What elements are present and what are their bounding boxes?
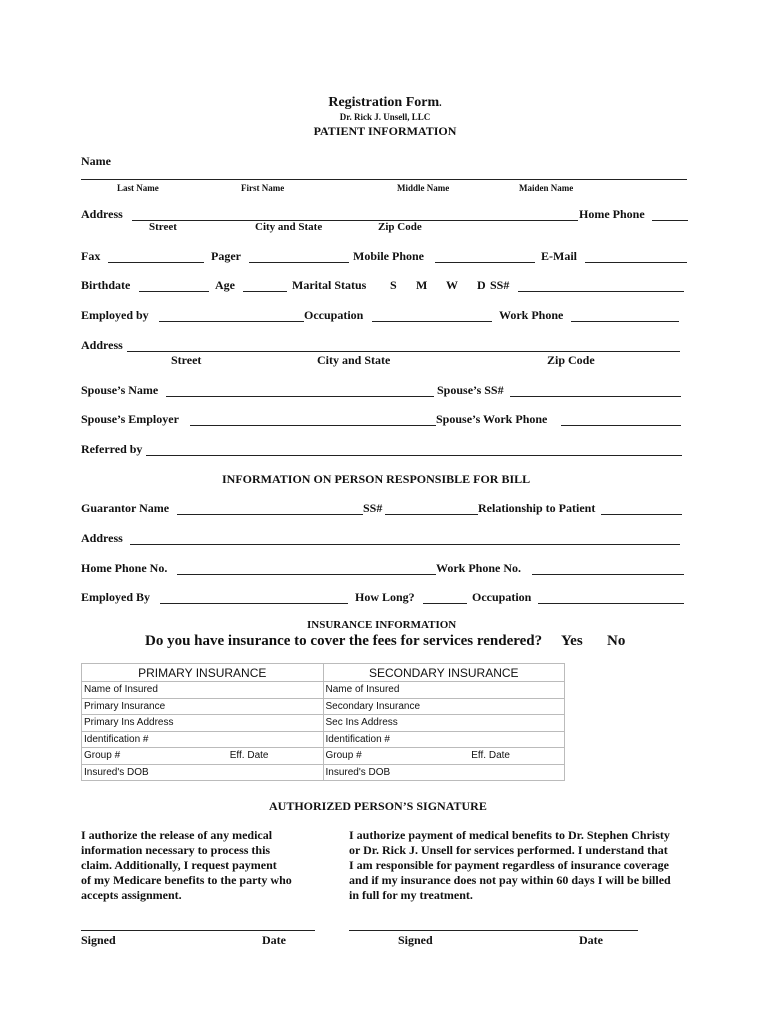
sec-ins-address-cell[interactable]: Sec Ins Address (323, 715, 565, 732)
employed-by-field[interactable] (159, 321, 304, 322)
guarantor-name-label: Guarantor Name (81, 501, 170, 515)
relationship-field[interactable] (601, 514, 682, 515)
table-row (82, 682, 565, 699)
occupation-label: Occupation (304, 308, 364, 322)
spouse-work-phone-label: Spouse’s Work Phone (436, 412, 548, 426)
secondary-group-cell[interactable] (323, 748, 565, 765)
city-state-2-label: City and State (317, 353, 391, 367)
guarantor-name-field[interactable] (177, 514, 363, 515)
spouse-name-field[interactable] (166, 396, 434, 397)
street-label: Street (149, 221, 177, 233)
occupation-field[interactable] (372, 321, 492, 322)
mobile-phone-label: Mobile Phone (353, 249, 424, 263)
fax-label: Fax (81, 249, 101, 263)
street-2-label: Street (171, 353, 202, 367)
name-field[interactable] (81, 179, 687, 180)
table-row (82, 715, 565, 732)
relationship-label: Relationship to Patient (478, 501, 596, 515)
responsible-heading: INFORMATION ON PERSON RESPONSIBLE FOR BILL (222, 472, 531, 486)
secondary-name-of-insured-cell[interactable]: Name of Insured (323, 682, 565, 699)
spouse-name-label: Spouse’s Name (81, 383, 159, 397)
insurance-question: Do you have insurance to cover the fees for services rendered? (145, 633, 543, 649)
left-signature-line[interactable] (81, 930, 315, 931)
marital-option-s[interactable]: S (390, 278, 397, 292)
first-name-label: First Name (241, 183, 285, 193)
primary-ins-address-cell[interactable]: Primary Ins Address (82, 715, 324, 732)
secondary-identification-cell[interactable]: Identification # (323, 731, 565, 748)
spouse-employer-field[interactable] (190, 425, 436, 426)
address-label: Address (81, 207, 123, 221)
table-row (82, 698, 565, 715)
name-label: Name (81, 154, 111, 168)
ss-field[interactable] (518, 291, 684, 292)
signature-heading: AUTHORIZED PERSON’S SIGNATURE (269, 799, 487, 813)
maiden-name-label: Maiden Name (519, 183, 574, 193)
guarantor-address-label: Address (81, 531, 123, 545)
spouse-work-phone-field[interactable] (561, 425, 681, 426)
table-row (82, 748, 565, 765)
pager-field[interactable] (249, 262, 349, 263)
primary-eff-date-label: Eff. Date (229, 750, 269, 762)
birthdate-field[interactable] (139, 291, 209, 292)
marital-option-w[interactable]: W (446, 278, 458, 292)
right-date-label: Date (579, 933, 603, 947)
table-row (82, 731, 565, 748)
referred-by-field[interactable] (146, 455, 682, 456)
insurance-table (81, 663, 565, 781)
left-date-label: Date (262, 933, 286, 947)
left-authorization-text: I authorize the release of any medical information necessary to process this claim. Additionally, I request payment of my Medicare benefits to the party who accepts assignment. (81, 828, 292, 902)
work-phone-field[interactable] (571, 321, 679, 322)
address-2-label: Address (81, 338, 123, 352)
birthdate-label: Birthdate (81, 278, 131, 292)
right-signed-label: Signed (398, 933, 433, 947)
guarantor-work-phone-label: Work Phone No. (436, 561, 522, 575)
referred-by-label: Referred by (81, 442, 143, 456)
section-heading-patient: PATIENT INFORMATION (313, 124, 457, 138)
table-row (82, 764, 565, 781)
secondary-insurance-cell[interactable]: Secondary Insurance (323, 698, 565, 715)
guarantor-home-phone-field[interactable] (177, 574, 436, 575)
primary-insurance-header: PRIMARY INSURANCE (82, 664, 324, 682)
address-2-field[interactable] (127, 351, 680, 352)
age-field[interactable] (243, 291, 287, 292)
secondary-eff-date-label: Eff. Date (471, 750, 510, 762)
city-state-label: City and State (255, 221, 323, 233)
work-phone-label: Work Phone (499, 308, 564, 322)
last-name-label: Last Name (117, 183, 159, 193)
mobile-phone-field[interactable] (435, 262, 535, 263)
employed-by-label: Employed by (81, 308, 149, 322)
fax-field[interactable] (108, 262, 204, 263)
form-title: Registration Form. (328, 95, 442, 110)
guarantor-ss-field[interactable] (385, 514, 478, 515)
address-field[interactable] (132, 220, 578, 221)
how-long-label: How Long? (355, 590, 415, 604)
guarantor-occupation-field[interactable] (538, 603, 684, 604)
guarantor-employed-by-label: Employed By (81, 590, 151, 604)
marital-option-m[interactable]: M (416, 278, 428, 292)
guarantor-address-field[interactable] (130, 544, 680, 545)
insurance-heading: INSURANCE INFORMATION (307, 619, 457, 631)
right-authorization-text: I authorize payment of medical benefits to Dr. Stephen Christy or Dr. Rick J. Unsell for services performed. I understand that I am responsible for payment regardless of insurance coverage and if my insurance does not pay within 60 days I will be billed in full for my treatment. (349, 828, 671, 902)
guarantor-occupation-label: Occupation (472, 590, 532, 604)
middle-name-label: Middle Name (397, 183, 450, 193)
spouse-employer-label: Spouse’s Employer (81, 412, 179, 426)
secondary-insurance-header: SECONDARY INSURANCE (323, 664, 565, 682)
primary-group-cell[interactable] (82, 748, 324, 765)
insurance-yes-option[interactable]: Yes (561, 633, 583, 649)
ss-label: SS# (490, 278, 510, 292)
zip-code-label: Zip Code (378, 221, 422, 233)
primary-insurance-cell[interactable]: Primary Insurance (82, 698, 324, 715)
doctor-name: Dr. Rick J. Unsell, LLC (339, 112, 431, 122)
email-field[interactable] (585, 262, 687, 263)
guarantor-employed-by-field[interactable] (160, 603, 348, 604)
marital-option-d[interactable]: D (477, 278, 486, 292)
primary-name-of-insured-cell[interactable]: Name of Insured (82, 682, 324, 699)
marital-status-label: Marital Status (292, 278, 367, 292)
left-signed-label: Signed (81, 933, 116, 947)
primary-insured-dob-cell[interactable]: Insured's DOB (82, 764, 324, 781)
pager-label: Pager (211, 249, 241, 263)
guarantor-home-phone-label: Home Phone No. (81, 561, 168, 575)
home-phone-label: Home Phone (579, 207, 645, 221)
secondary-insured-dob-cell[interactable]: Insured's DOB (323, 764, 565, 781)
how-long-field[interactable] (423, 603, 467, 604)
zip-code-2-label: Zip Code (547, 353, 595, 367)
primary-group-label: Group # (84, 750, 121, 762)
insurance-no-option[interactable]: No (607, 633, 626, 649)
primary-identification-cell[interactable]: Identification # (82, 731, 324, 748)
right-signature-line[interactable] (349, 930, 638, 931)
guarantor-ss-label: SS# (363, 501, 383, 515)
home-phone-field[interactable] (652, 220, 688, 221)
guarantor-work-phone-field[interactable] (532, 574, 684, 575)
age-label: Age (215, 278, 235, 292)
secondary-group-label: Group # (325, 750, 362, 762)
spouse-ss-label: Spouse’s SS# (437, 383, 504, 397)
spouse-ss-field[interactable] (510, 396, 681, 397)
email-label: E-Mail (541, 249, 577, 263)
